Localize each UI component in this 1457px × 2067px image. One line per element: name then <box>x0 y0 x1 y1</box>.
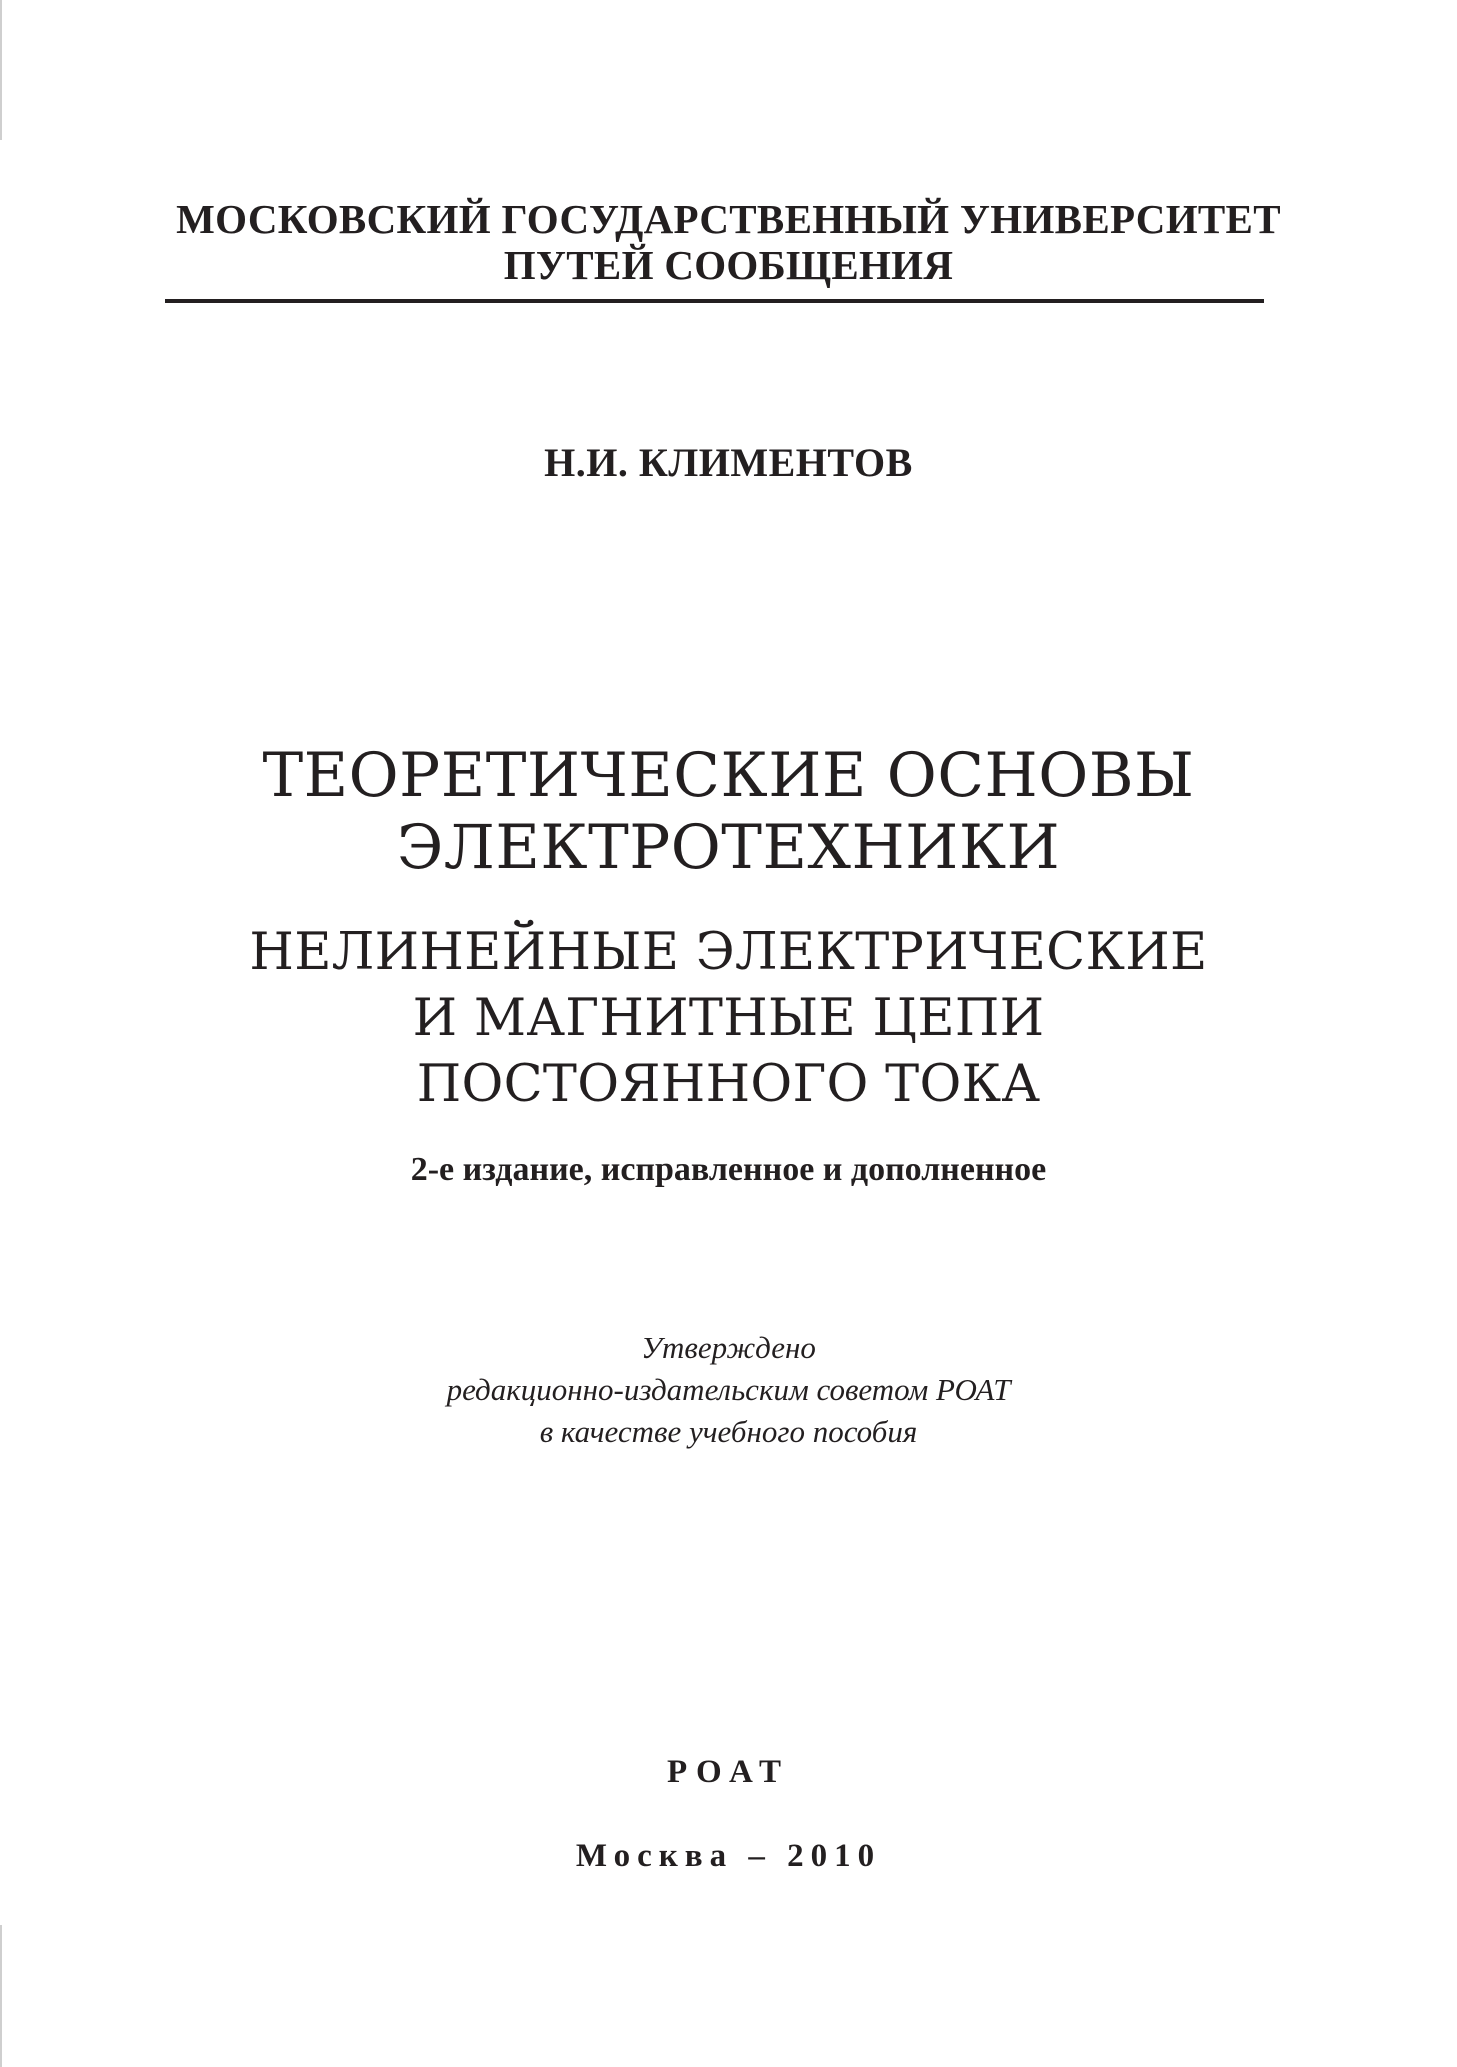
book-subtitle-line-2: И МАГНИТНЫЕ ЦЕПИ <box>412 989 1045 1048</box>
book-subtitle-line-3: ПОСТОЯННОГО ТОКА <box>416 1055 1041 1114</box>
publisher-name: РОАТ <box>667 1754 790 1790</box>
edition-note: 2-е издание, исправленное и дополненное <box>410 1151 1047 1188</box>
book-subtitle-line-1: НЕЛИНЕЙНЫЕ ЭЛЕКТРИЧЕСКИЕ <box>249 923 1208 982</box>
page-edge-mark-top <box>0 0 2 140</box>
page-edge-mark-bottom <box>0 1925 2 2067</box>
institution-name <box>0 196 1457 288</box>
approval-line-1: Утверждено <box>641 1330 816 1365</box>
author-name: Н.И. КЛИМЕНТОВ <box>544 440 913 485</box>
approval-line-3: в качестве учебного пособия <box>539 1414 918 1449</box>
institution-line-1: МОСКОВСКИЙ ГОСУДАРСТВЕННЫЙ УНИВЕРСИТЕТ <box>176 196 1281 242</box>
book-subtitle <box>0 920 1457 1118</box>
header-divider <box>165 299 1264 303</box>
institution-line-2: ПУТЕЙ СООБЩЕНИЯ <box>503 242 954 288</box>
book-title-line-1: ТЕОРЕТИЧЕСКИЕ ОСНОВЫ <box>262 740 1195 811</box>
approval-line-2: редакционно-издательским советом РОАТ <box>446 1372 1011 1407</box>
book-title <box>0 740 1457 884</box>
approval-note <box>0 1327 1457 1453</box>
city-year: Москва – 2010 <box>575 1838 882 1874</box>
book-title-line-2: ЭЛЕКТРОТЕХНИКИ <box>396 812 1061 883</box>
